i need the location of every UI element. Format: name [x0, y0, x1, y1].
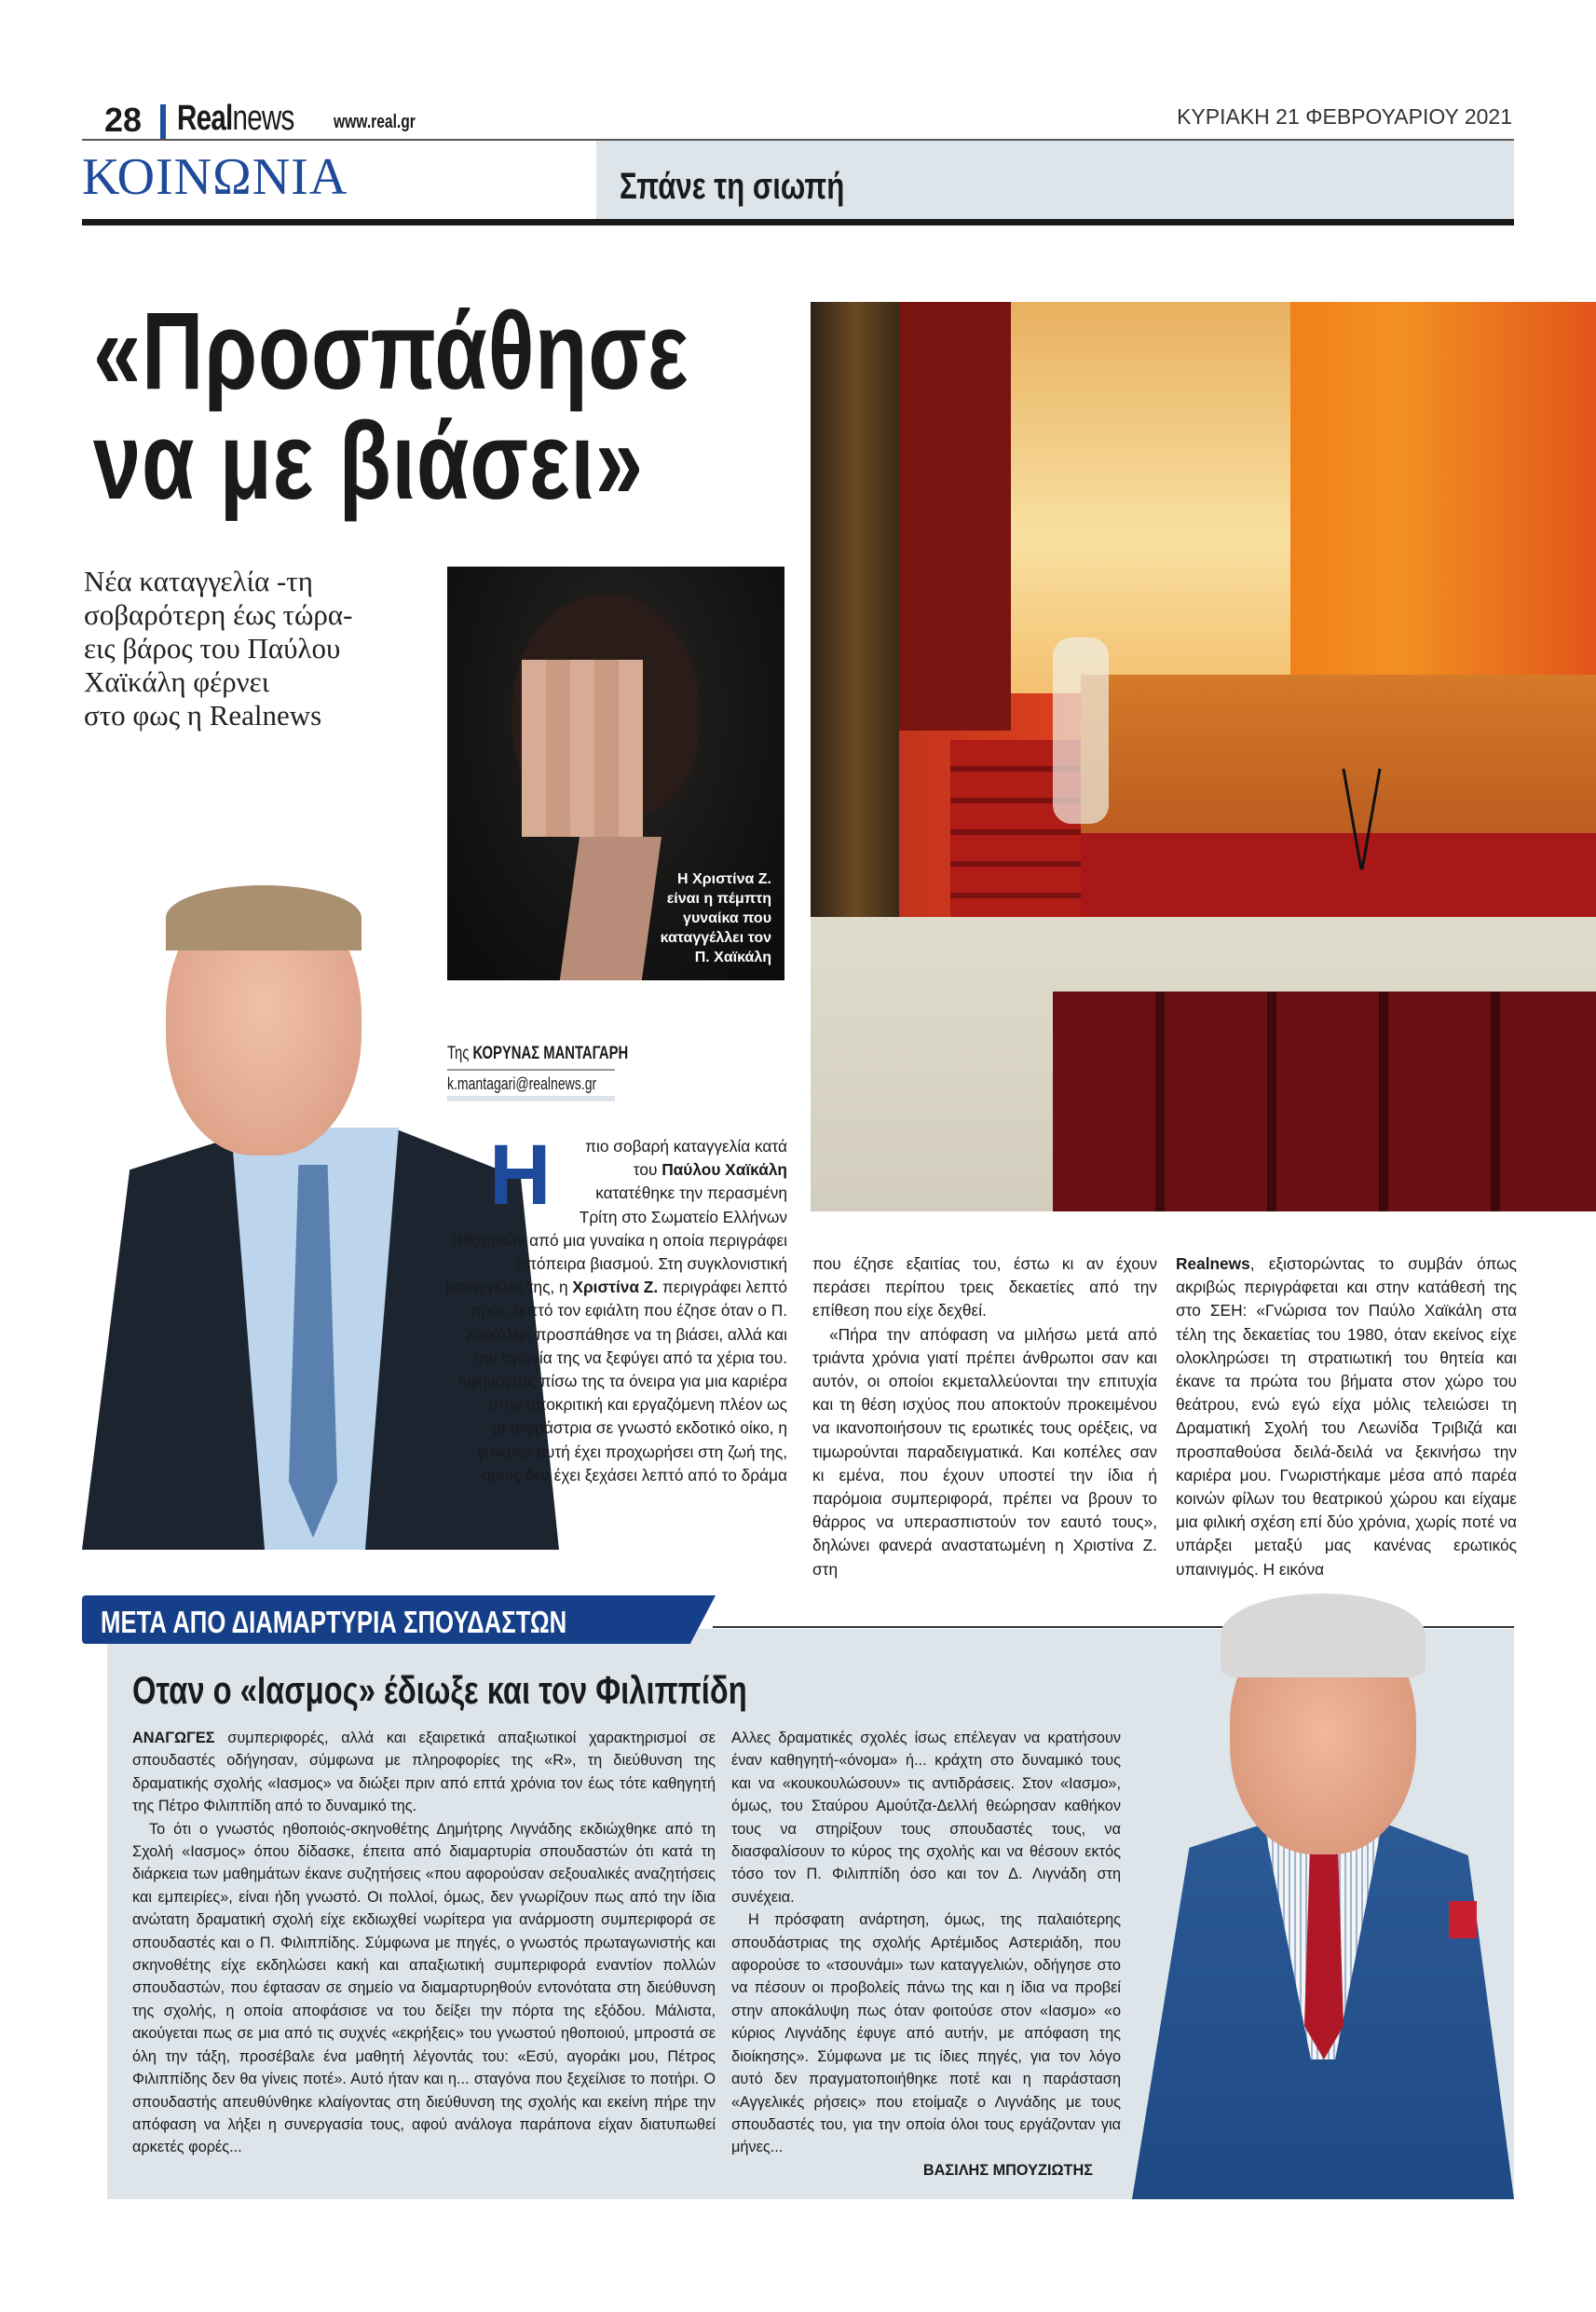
site-url: www.real.gr	[334, 112, 416, 132]
section-rule	[82, 219, 1514, 226]
brand-logo	[177, 99, 327, 139]
page-number-divider	[160, 104, 166, 140]
photo-caption: Η Χριστίνα Ζ. είναι η πέμπτη γυναίκα που καταγγέλλει τον Π. Χαϊκάλη	[660, 871, 771, 965]
brand-light: news	[232, 99, 294, 138]
subtitle: Νέα καταγγελία -τη σοβαρότερη έως τώρα- εις βάρος του Παύλου Χαϊκάλη φέρνει στο φως η Realnews	[84, 565, 353, 732]
page-number: 28	[104, 101, 143, 139]
byline-rule	[447, 1069, 615, 1071]
theatre-stage-photo	[811, 302, 1596, 1211]
sidebar-banner-text: ΜΕΤΑ ΑΠΟ ΔΙΑΜΑΡΤΥΡΙΑ ΣΠΟΥΔΑΣΤΩΝ	[101, 1605, 567, 1639]
sidebar-column-1: ΑΝΑΓΩΓΕΣ συμπεριφορές, αλλά και εξαιρετικά απαξιωτικοί χαρακτηρισμοί σε σπουδαστές οδήγησαν, σύμφωνα με πληροφορίες της «R», τη διεύθυνση της δραματικής σχολής «Ιασμος» να διώξει πριν από επτά χρόνια τον έως τότε καθηγητή της Πέτρο Φιλιππίδη από το δυναμικό της. Το ότι ο γνωστός ηθοποιός-σκηνοθέτης Δημήτρης Λιγνάδης εκδιώχθηκε από τη Σχολή «Ιασμος» όπου δίδασκε, έπειτα από διαμαρτυρία σπουδαστών ότι κατά τη διάρκεια των μαθημάτων έκανε συζητήσεις «που αφορούσαν σεξουαλικές αναζητήσεις και εμπειρίες», είναι ήδη γνωστό. Οι πολλοί, όμως, δεν γνωρίζουν πως από την ίδια ανώτατη δραματική σχολή είχε εκδιωχθεί νωρίτερα για ανάρμοστη συμπεριφορά σε σπουδαστές και ο Π. Φιλιππίδης. Σύμφωνα με πηγές, ο γνωστός πρωταγωνιστής και σκηνοθέτης είχε εκδηλώσει κακή και απαξιωτική συμπεριφορά εναντίον πολλών σπουδαστών, που έφτασαν σε σημείο να διαμαρτυρηθούν εντονότατα στη διεύθυνση της σχολής, η οποία αποφάσισε να του δείξει την πόρτα της εξόδου. Μάλιστα, ακούγεται πως σε μια από τις συχνές «εκρήξεις» του γνωστού ηθοποιού, μπροστά σε όλη την τάξη, προσέβαλε ένα μαθητή λέγοντάς του: «Εσύ, αγοράκι μου, Πέτρος Φιλιππίδης δεν θα γίνεις ποτέ». Αυτό ήταν και η... σταγόνα που ξεχείλισε το ποτήρι. Ο σπουδαστής απευθύνθηκε κλαίγοντας στη διεύθυνση της σχολής και εκείνη πήρε την απόφαση να λήξει η συνεργασία τους, αφού ανάλογα παράπονα είχαν διατυπωθεί αρκετές φορές...	[132, 1730, 716, 2156]
headline: «Προσπάθησε να με βιάσει»	[93, 290, 689, 523]
brand-bold: Real	[177, 99, 233, 138]
byline: Της ΚΟΡΥΝΑΣ ΜΑΝΤΑΓΑΡΗ	[447, 1044, 629, 1063]
author-email[interactable]: k.mantagari@realnews.gr	[447, 1074, 597, 1093]
sidebar-author: ΒΑΣΙΛΗΣ ΜΠΟΥΖΙΩΤΗΣ	[922, 2161, 1093, 2179]
drop-cap: Η	[489, 1128, 552, 1223]
sidebar-title: Οταν ο «Ιασμος» έδιωξε και τον Φιλιππίδη	[132, 1668, 747, 1712]
section-title: ΚΟΙΝΩΝΙΑ	[82, 148, 348, 206]
article-column-3: Realnews, εξιστορώντας το συμβάν όπως ακριβώς περιγράφεται και στην κατάθεσή της στο ΣΕΗ: «Γνώρισα τον Παύλο Χαϊκάλη στα τέλη της δεκαετίας του 1980, όταν εκείνος είχε ολοκληρώσει τη στρατιωτική του θητεία και έκανε τα πρώτα του βήματα στον χώρο του θεάτρου, ενώ εγώ είχα μόλις τελειώσει τη Δραματική Σχολή του Λεωνίδα Τριβιζά και προσπαθούσα δειλά-δειλά να ξεκινήσω την καριέρα μου. Γνωριστήκαμε μέσα από παρέα κοινών φίλων του θεατρικού χώρου και είχαμε μια φιλική σχέση επί δύο χρόνια, χωρίς ποτέ να υπάρξει μεταξύ μας κανένας ερωτικός υπαινιγμός. Η εικόνα	[1176, 1254, 1517, 1579]
topic-title: Σπάνε τη σιωπή	[620, 166, 845, 207]
issue-date: ΚΥΡΙΑΚΗ 21 ΦΕΒΡΟΥΑΡΙΟΥ 2021	[1177, 104, 1512, 129]
article-column-2: που έζησε εξαιτίας του, έστω κι αν έχουν περάσει περίπου τρεις δεκαετίες από την επίθεση που είχε δεχθεί. «Πήρα την απόφαση να μιλήσω μετά από τριάντα χρόνια γιατί πρέπει άνθρωποι σαν και αυτόν, οι οποίοι εκμεταλλεύονται την επιτυχία και τη θέση ισχύος που αποκτούν προκειμένου να ικανοποιήσουν τις ερωτικές τους ορέξεις, να τιμωρούνται παραδειγματικά. Και κοπέλες σαν κι εμένα, που έχουν υποστεί την ίδια ή παρόμοια συμπεριφορά, πρέπει να βρουν το θάρρος να υπερασπιστούν τον εαυτό τους», δηλώνει φανερά αναστατωμένη η Χριστίνα Ζ. στη	[812, 1254, 1157, 1579]
sidebar-column-2: Αλλες δραματικές σχολές ίσως επέλεγαν να κρατήσουν έναν καθηγητή-«όνομα» ή... κράχτη στο δυναμικό τους και να «κουκουλώσουν» τις αντιδράσεις. Στον «Ιασμο», όμως, του Σταύρου Αμούτζα-Δελλή θεώρησαν καθήκον τους να στηρίξουν τους σπουδαστές τους, να διασφαλίσουν το κύρος της σχολής και να θέσουν εκτός τόσο τον Π. Φιλιππίδη όσο και τον Δ. Λιγνάδη στη συνέχεια. Η πρόσφατη ανάρτηση, όμως, της παλαιότερης σπουδάστριας της σχολής Αρτέμιδος Αστεριάδη, που αφορούσε το «τσουνάμι» των καταγγελιών, οδήγησε στο να πέσουν οι προβολείς πάνω της και η ίδια να προβεί στην αποκάλυψη πως όταν φοιτούσε στον «Ιασμο» «ο κύριος Λιγνάδης έφυγε από αυτήν, με απόφαση της διοίκησης». Σύμφωνα με τις ίδιες πηγές, για τον λόγο αυτό δεν πραγματοποιήθηκε ποτέ και η παράσταση «Αγγελικές ρήσεις» που ετοίμαζε ο Λιγνάδης με τους σπουδαστές του, για την οποία όλοι τους εργάζονταν για μήνες... ΒΑΣΙΛΗΣ ΜΠΟΥΖΙΩΤΗΣ	[731, 1727, 1121, 2182]
article-column-1: Η πιο σοβαρή καταγγελία κατά του Παύλου Χαϊκάλη κατατέθηκε την περασμένη Τρίτη στο Σωματείο Ελλήνων Ηθοποιών από μια γυναίκα η οποία περιγράφει απόπειρα βιασμού. Στη συγκλονιστική καταγγελία της, η Χριστίνα Ζ. περιγράφει λεπτό προς λεπτό τον εφιάλτη που έζησε όταν ο Π. Χαϊκάλης προσπάθησε να τη βιάσει, αλλά και την αγωνία της να ξεφύγει από τα χέρια του. Αφήνοντας πίσω της τα όνειρα για μια καριέρα στην υποκριτική και εργαζόμενη πλέον ως μεταφράστρια σε γνωστό εκδοτικό οίκο, η γυναίκα αυτή έχει προχωρήσει στη ζωή της, όμως δεν έχει ξεχάσει λεπτό από το δράμα	[445, 1128, 787, 1484]
actor-portrait-photo	[1132, 1584, 1514, 2199]
byline-bar	[447, 1096, 615, 1101]
